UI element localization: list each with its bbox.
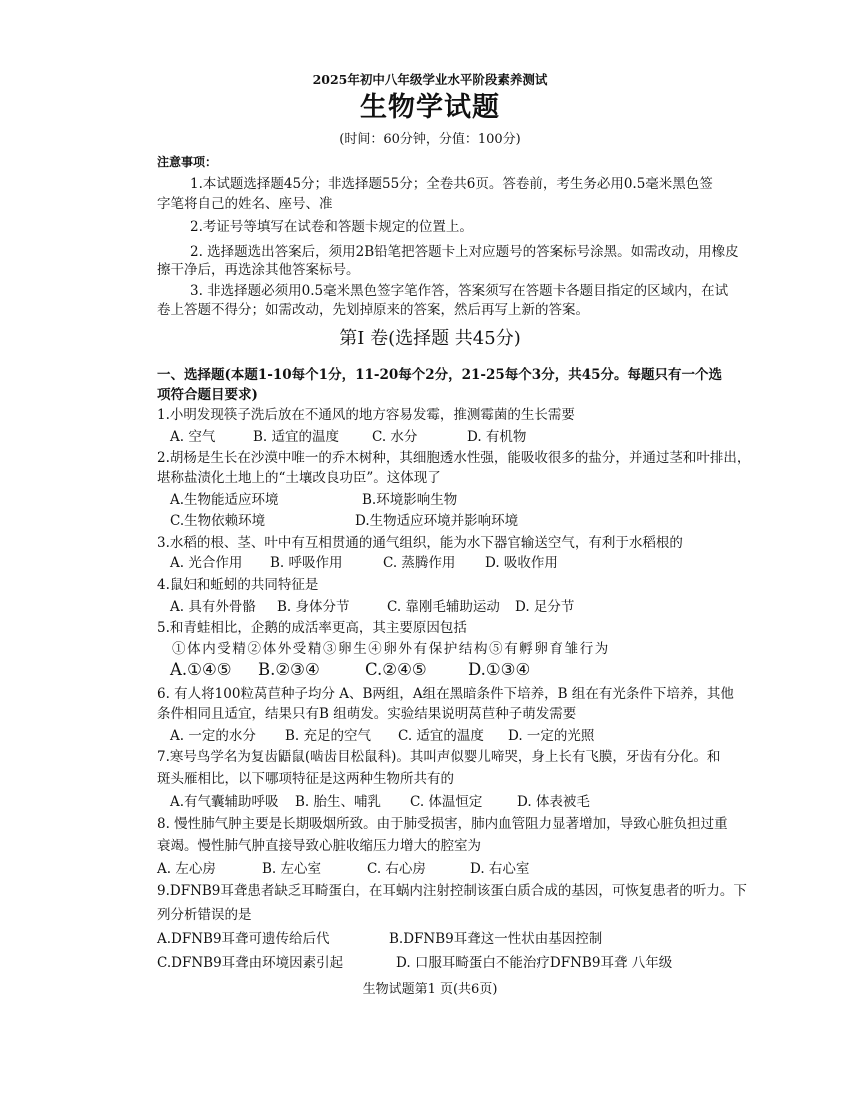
- question-5-items: ①体内受精②体外受精③卵生④卵外有保护结构⑤有孵卵育雏行为: [172, 641, 610, 657]
- question-6-option-a: A. 一定的水分: [170, 728, 256, 744]
- question-1-option-a: A. 空气: [170, 429, 216, 445]
- question-9-option-d: D. 口服耳畸蛋白不能治疗DFNB9耳聋 八年级: [396, 955, 673, 971]
- notice-item-1-line-1: 1.本试题选择题45分；非选择题55分；全卷共6页。答卷前，考生务必用0.5毫米黑色签: [190, 176, 713, 192]
- question-8-stem-line-2: 衰竭。慢性肺气肿直接导致心脏收缩压力增大的腔室为: [157, 838, 481, 854]
- question-1-option-d: D. 有机物: [467, 429, 527, 445]
- exam-subtitle: 2025年初中八年级学业水平阶段素养测试: [312, 72, 548, 87]
- question-8-option-b: B. 左心室: [262, 861, 322, 877]
- question-2-option-c: C.生物依赖环境: [170, 513, 266, 529]
- section-instructions-line-1: 一、选择题(本题1-10每个1分，11-20每个2分，21-25每个3分，共45分。每题只有一个选: [157, 367, 722, 383]
- notice-item-4-line-2: 卷上答题不得分；如需改动，先划掉原来的答案，然后再写上新的答案。: [157, 302, 589, 318]
- question-6-stem-line-2: 条件相同且适宜，结果只有B 组萌发。实验结果说明莴苣种子萌发需要: [157, 706, 577, 722]
- question-7-option-c: C. 体温恒定: [410, 794, 483, 810]
- question-4-option-a: A. 具有外骨骼: [170, 599, 256, 615]
- question-9-stem-line-1: 9.DFNB9耳聋患者缺乏耳畸蛋白，在耳蜗内注射控制该蛋白质合成的基因，可恢复患者的听力。下: [157, 883, 747, 899]
- question-5-option-c: C.②④⑤: [365, 660, 427, 679]
- question-7-option-a: A.有气囊辅助呼吸: [170, 794, 279, 810]
- exam-time-score: (时间：60分钟，分值：100分): [339, 132, 521, 147]
- question-7-stem-line-2: 斑头雁相比，以下哪项特征是这两种生物所共有的: [157, 771, 454, 787]
- question-7-option-b: B. 胎生、哺乳: [295, 794, 382, 810]
- question-6-option-b: B. 充足的空气: [285, 728, 372, 744]
- question-8-stem-line-1: 8. 慢性肺气肿主要是长期吸烟所致。由于肺受损害，肺内血管阻力显著增加，导致心脏负担过重: [157, 816, 728, 832]
- notice-item-3-line-2: 擦干净后，再选涂其他答案标号。: [157, 262, 360, 278]
- question-6-stem-line-1: 6. 有人将100粒莴苣种子均分 A、B两组，A组在黑暗条件下培养，B 组在有光条件下培养，其他: [157, 686, 734, 702]
- page-footer: 生物试题第1 页(共6页): [362, 982, 498, 997]
- question-2-option-a: A.生物能适应环境: [170, 492, 279, 508]
- notice-item-4-line-1: 3. 非选择题必须用0.5毫米黑色签字笔作答，答案须写在答题卡各题目指定的区域内，在试: [190, 283, 729, 299]
- section-instructions-line-2: 项符合题目要求): [157, 387, 258, 403]
- question-4-stem: 4.鼠妇和蚯蚓的共同特征是: [157, 577, 319, 593]
- question-2-stem-line-2: 堪称盐渍化土地上的“土壤改良功臣”。这体现了: [157, 470, 441, 486]
- question-9-option-a: A.DFNB9耳聋可遗传给后代: [157, 931, 330, 947]
- notice-item-1-line-2: 字笔将自己的姓名、座号、准: [157, 196, 333, 212]
- question-2-option-d: D.生物适应环境并影响环境: [355, 513, 519, 529]
- question-7-option-d: D. 体表被毛: [517, 794, 590, 810]
- exam-title: 生物学试题: [360, 92, 500, 123]
- notice-heading: 注意事项：: [157, 155, 218, 169]
- question-3-option-d: D. 吸收作用: [485, 555, 558, 571]
- question-9-stem-line-2: 列分析错误的是: [157, 907, 252, 923]
- question-1-stem: 1.小明发现筷子洗后放在不通风的地方容易发霉，推测霉菌的生长需要: [157, 407, 575, 423]
- question-1-option-b: B. 适宜的温度: [253, 429, 340, 445]
- question-4-option-c: C. 靠刚毛辅助运动: [387, 599, 500, 615]
- question-3-option-b: B. 呼吸作用: [270, 555, 343, 571]
- question-5-option-b: B.②③④: [258, 660, 320, 679]
- question-5-stem: 5.和青蛙相比，企鹅的成活率更高，其主要原因包括: [157, 620, 467, 636]
- question-5-option-d: D.①③④: [468, 660, 531, 679]
- question-6-option-d: D. 一定的光照: [508, 728, 595, 744]
- question-6-option-c: C. 适宜的温度: [398, 728, 484, 744]
- question-9-option-b: B.DFNB9耳聋这一性状由基因控制: [389, 931, 603, 947]
- question-5-option-a: A.①④⑤: [170, 660, 232, 679]
- question-9-option-c: C.DFNB9耳聋由环境因素引起: [157, 955, 344, 971]
- question-3-option-c: C. 蒸腾作用: [383, 555, 456, 571]
- question-8-option-a: A. 左心房: [157, 861, 216, 877]
- question-3-stem: 3.水稻的根、茎、叶中有互相贯通的通气组织，能为水下器官输送空气，有利于水稻根的: [157, 535, 683, 551]
- question-3-option-a: A. 光合作用: [170, 555, 243, 571]
- question-8-option-c: C. 右心房: [367, 861, 426, 877]
- question-2-stem-line-1: 2.胡杨是生长在沙漠中唯一的乔木树种，其细胞透水性强，能吸收很多的盐分，并通过茎和叶排出，: [157, 450, 751, 466]
- notice-item-3-line-1: 2. 选择题选出答案后，须用2B铅笔把答题卡上对应题号的答案标号涂黑。如需改动，用橡皮: [190, 244, 739, 260]
- question-4-option-d: D. 足分节: [515, 599, 575, 615]
- question-1-option-c: C. 水分: [372, 429, 418, 445]
- question-4-option-b: B. 身体分节: [277, 599, 350, 615]
- question-2-option-b: B.环境影响生物: [362, 492, 458, 508]
- section-title: 第I 卷(选择题 共45分): [339, 328, 521, 349]
- notice-item-2: 2.考证号等填写在试卷和答题卡规定的位置上。: [190, 219, 473, 235]
- question-7-stem-line-1: 7.寒号鸟学名为复齿鼯鼠(啮齿目松鼠科)。其叫声似婴儿啼哭，身上长有飞膜，牙齿有分化。和: [157, 749, 721, 765]
- question-8-option-d: D. 右心室: [470, 861, 530, 877]
